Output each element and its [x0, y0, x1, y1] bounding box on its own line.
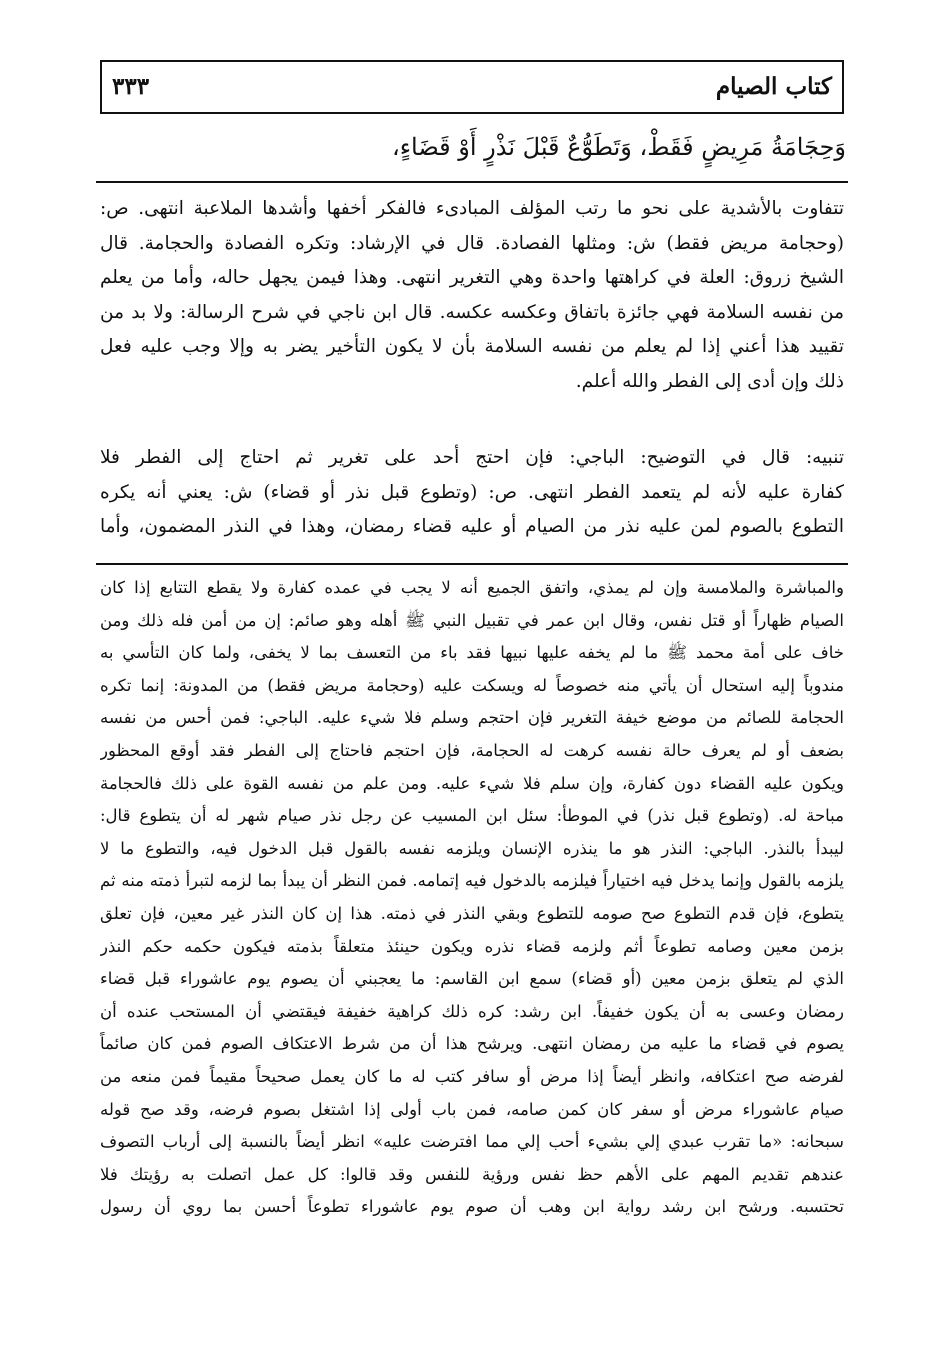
chapter-title: كتاب الصيام — [715, 73, 832, 100]
sharh-line: (وحجامة مريض فقط) ش: ومثلها الفصادة. قال في الإرشاد: وتكره الفصادة والحجامة. قال — [100, 232, 844, 254]
footnote-line: يلزمه بالقول وإنما يدخل فيه اختياراً فيلزمه بالدخول فيه إتمامه. فمن النظر أن يبدأ بما لزمه لتبرأ ذمته منه ثم — [100, 871, 844, 891]
sharh-line: تقييد هذا أعني إذا لم يعلم من نفسه السلامة بأن لا يكون التأخير يضر به وإلا وجب عليه فعل — [100, 336, 844, 357]
sharh-commentary — [100, 192, 844, 399]
footnote-line: بضعف أو لم يعرف حالة نفسه كرهت له الحجامة، فإن احتجم فاحتاج إلى الفطر فقد أوقع المحظور — [100, 740, 844, 760]
footnote-line: مباحة له. (وتطوع قبل نذر) في الموطأ: سئل ابن المسيب عن رجل نذر صيام شهر له أن يتطوع قال: — [100, 806, 844, 826]
sharh-line: تتفاوت بالأشدية على نحو ما رتب المؤلف المبادىء فالفكر أخفها وأشدها الملاعبة انتهى. ص: — [100, 198, 844, 219]
footnote-line: سبحانه: «ما تقرب عبدي إلي بشيء أحب إلي مما افترضت عليه» انظر أيضاً بالنسبة إلى أرباب التصوف — [100, 1132, 844, 1152]
sharh-line: ذلك وإن أدى إلى الفطر والله أعلم. — [575, 370, 844, 392]
footnote-line: تحتسبه. ورشح ابن رشد رواية ابن وهب أن صوم يوم عاشوراء تطوعاً أحسن بما روي أن رسول — [100, 1197, 844, 1217]
footnote-line: يصوم في قضاء ما عليه من رمضان انتهى. ويرشح هذا أن من شرط الاعتكاف الصوم فمن كان صائماً — [100, 1034, 844, 1054]
matn-separator-rule — [96, 181, 848, 183]
footnote-line: رمضان وعسى به أن يكون خفيفاً. ابن رشد: كره ذلك كراهية خفيفة فيقتضي أن المستحب عنده أن — [100, 1001, 844, 1021]
footnote-line: لفرضه صح اعتكافه، وانظر أيضاً إذا مرض أو سافر كتب له ما كان يعمل صحيحاً مقيماً فمن منعه من — [100, 1066, 844, 1086]
footnote-line: يتطوع، فإن قدم التطوع صح صومه للتطوع وبقي النذر في ذمته. هذا إن كان النذر غير معين، فإن تعلق — [100, 903, 844, 923]
footnote-line: الذي لم يتعلق بزمن معين (أو قضاء) سمع ابن القاسم: ما يعجبني أن يصوم يوم عاشوراء قبل قضاء — [100, 969, 844, 989]
footnote-separator-rule — [96, 563, 848, 565]
running-header — [100, 60, 844, 114]
lower-commentary — [100, 572, 844, 1224]
tanbih-line: تنبيه: قال في التوضيح: الباجي: فإن احتج أحد على تغرير ثم احتاج إلى الفطر فلا — [100, 447, 844, 468]
footnote-line: والمباشرة والملامسة وإن لم يمذي، واتفق الجميع أنه لا يجب في عمده كفارة ولا يقطع التتابع إذا كان — [100, 578, 844, 597]
footnote-line: صيام عاشوراء مرض أو سفر كان كمن صامه، فمن باب أولى إذا اشتغل بصوم فرضه، وقد صح قوله — [100, 1099, 844, 1119]
sharh-line: من نفسه السلامة فهي جائزة باتفاق وعكسه عكسه. قال ابن ناجي في شرح الرسالة: ولا بد من — [100, 301, 844, 323]
matn-text: وَحِجَامَةُ مَرِيضٍ فَقَطْ، وَتَطَوُّعٌ قَبْلَ نَذْرٍ أَوْ قَضَاءٍ، — [392, 133, 846, 161]
sharh-line: الشيخ زروق: العلة في كراهتها واحدة وهي التغرير انتهى. وهذا فيمن يجهل حاله، وأما من يعلم — [100, 267, 844, 288]
footnote-line: مندوباً إليه استحال أن يأتي منه خصوصاً له ويسكت عليه (وحجامة مريض فقط) من المدونة: إنما تكره — [100, 675, 844, 695]
footnote-line: ويكون عليه القضاء دون كفارة، وإن سلم فلا شيء عليه. ومن علم من نفسه القوة على ذلك فالحجامة — [100, 773, 844, 793]
footnote-line: خاف على أمة محمد ﷺ ما لم يخفه عليها نبيها فقد باء من التعسف بما لا يخفى، ولما كان التأسي به — [100, 643, 844, 663]
page-number: ٣٣٣ — [112, 73, 150, 100]
footnote-line: ليبدأ بالنذر. الباجي: النذر هو ما ينذره الإنسان ويلزمه نفسه بالقول قبل الدخول فيه، والتطوع ما لا — [100, 838, 844, 858]
footnote-line: الصيام ظهاراً أو قتل نفس، وقال ابن عمر في تقبيل النبي ﷺ أهله وهو صائم: إن من أمن فله ذلك ومن — [100, 610, 844, 630]
footnote-line: عندهم تقديم المهم على الأهم حظ نفس ورؤية للنفس وقد قالوا: كل عمل اتصلت به رؤيتك فلا — [100, 1164, 844, 1184]
footnote-line: الحجامة للصائم من موضع خيفة التغرير فإن احتجم وسلم فلا شيء عليه. الباجي: فمن أحس من نفسه — [100, 708, 844, 728]
footnote-line: بزمن معين وصامه تطوعاً أثم ولزمه قضاء نذره ويكون حينئذ متعلقاً بذمته فيكون حكمه حكم النذر — [100, 936, 844, 956]
tanbih-paragraph — [100, 441, 844, 545]
tanbih-line: كفارة عليه لأنه لم يتعمد الفطر انتهى. ص: (وتطوع قبل نذر أو قضاء) ش: يعني أنه يكره — [100, 481, 844, 503]
tanbih-line: التطوع بالصوم لمن عليه نذر من الصيام أو عليه قضاء رمضان، وهذا في النذر المضمون، وأما — [100, 516, 844, 537]
